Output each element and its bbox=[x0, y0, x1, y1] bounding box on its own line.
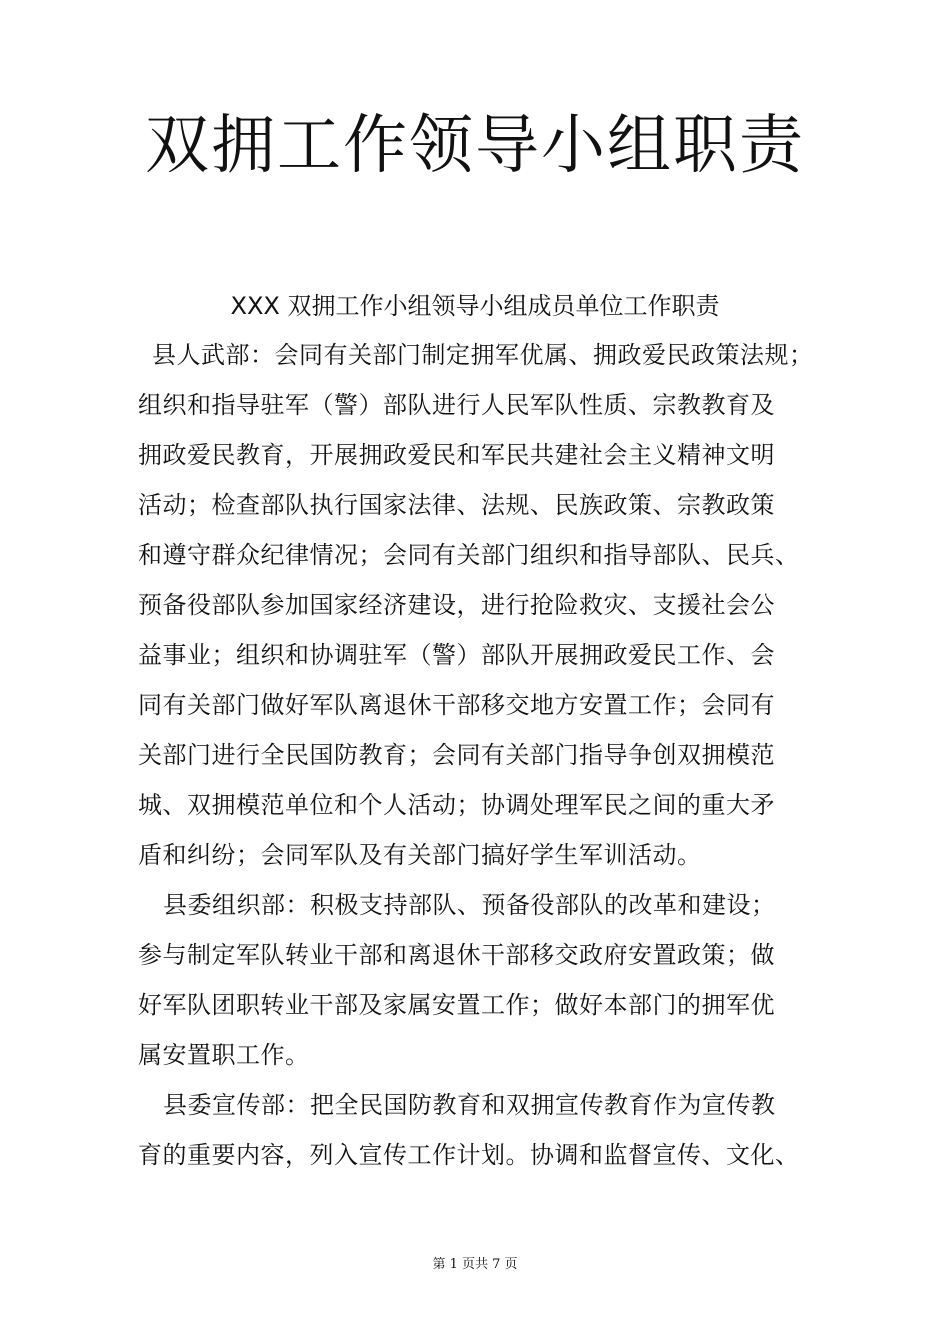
page-title: 双拥工作领导小组职责 bbox=[145, 109, 805, 183]
text-line: 益事业；组织和协调驻军（警）部队开展拥政爱民工作、会 bbox=[138, 641, 775, 669]
text-line: 属安置职工作。 bbox=[138, 1041, 310, 1069]
text-line: 好军队团职转业干部及家属安置工作；做好本部门的拥军优 bbox=[138, 991, 775, 1019]
text-line: 县人武部：会同有关部门制定拥军优属、拥政爱民政策法规； bbox=[152, 341, 814, 369]
text-line: 县委宣传部：把全民国防教育和双拥宣传教育作为宣传教 bbox=[163, 1091, 776, 1119]
text-line: 盾和纠纷；会同军队及有关部门搞好学生军训活动。 bbox=[138, 841, 702, 869]
text-line: 和遵守群众纪律情况；会同有关部门组织和指导部队、民兵、 bbox=[138, 541, 800, 569]
document-subtitle: XXX 双拥工作小组领导小组成员单位工作职责 bbox=[230, 292, 720, 320]
page-footer: 第 1 页共 7 页 bbox=[432, 1257, 518, 1272]
text-line: 活动；检查部队执行国家法律、法规、民族政策、宗教政策 bbox=[138, 491, 775, 519]
text-line: 城、双拥模范单位和个人活动；协调处理军民之间的重大矛 bbox=[138, 791, 775, 819]
text-line: 关部门进行全民国防教育；会同有关部门指导争创双拥模范 bbox=[138, 741, 775, 769]
text-line: 同有关部门做好军队离退休干部移交地方安置工作；会同有 bbox=[138, 691, 775, 719]
text-line: 育的重要内容，列入宣传工作计划。协调和监督宣传、文化、 bbox=[138, 1141, 800, 1169]
text-line: 县委组织部：积极支持部队、预备役部队的改革和建设； bbox=[163, 891, 776, 919]
text-line: 参与制定军队转业干部和离退休干部移交政府安置政策；做 bbox=[138, 941, 775, 969]
text-line: 拥政爱民教育，开展拥政爱民和军民共建社会主义精神文明 bbox=[138, 441, 775, 469]
text-line: 组织和指导驻军（警）部队进行人民军队性质、宗教教育及 bbox=[138, 391, 775, 419]
text-line: 预备役部队参加国家经济建设，进行抢险救灾、支援社会公 bbox=[138, 591, 775, 619]
